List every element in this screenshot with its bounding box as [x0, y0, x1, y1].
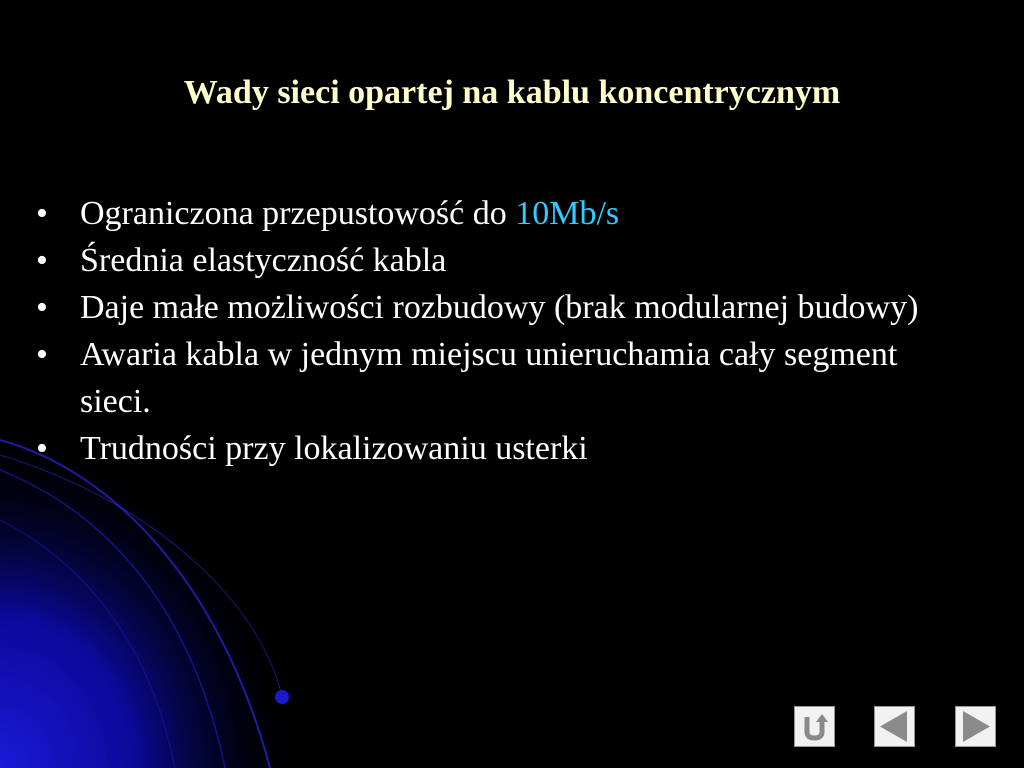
return-arrow-icon: [795, 707, 834, 746]
bullet-text: Daje małe możliwości rozbudowy (brak modularnej budowy): [80, 289, 919, 326]
bullet-text: Awaria kabla w jednym miejscu unieruchamia cały segment sieci.: [80, 336, 898, 420]
bullet-item: [36, 237, 936, 284]
bullet-text: Trudności przy lokalizowaniu usterki: [80, 430, 588, 467]
bullet-symbol: •: [36, 242, 48, 279]
bullet-symbol: •: [36, 430, 48, 467]
bullet-item: [36, 425, 936, 472]
bullet-item: [36, 331, 936, 425]
slide-title: Wady sieci opartej na kablu koncentrycznym: [183, 74, 841, 111]
bullet-text: Ograniczona przepustowość do: [80, 195, 516, 232]
bullet-item: [36, 190, 936, 237]
triangle-right-icon: [956, 707, 995, 746]
bullet-item: [36, 284, 936, 331]
decor-dot: [275, 690, 289, 704]
bullet-list: [36, 190, 936, 472]
bullet-symbol: •: [36, 336, 48, 373]
triangle-left-icon: [875, 707, 914, 746]
next-slide-button[interactable]: [955, 706, 996, 747]
bullet-text: Średnia elastyczność kabla: [80, 242, 447, 279]
previous-slide-button[interactable]: [874, 706, 915, 747]
bullet-highlight: 10Mb/s: [515, 195, 620, 232]
return-button[interactable]: [794, 706, 835, 747]
bullet-symbol: •: [36, 195, 48, 232]
bullet-symbol: •: [36, 289, 48, 326]
